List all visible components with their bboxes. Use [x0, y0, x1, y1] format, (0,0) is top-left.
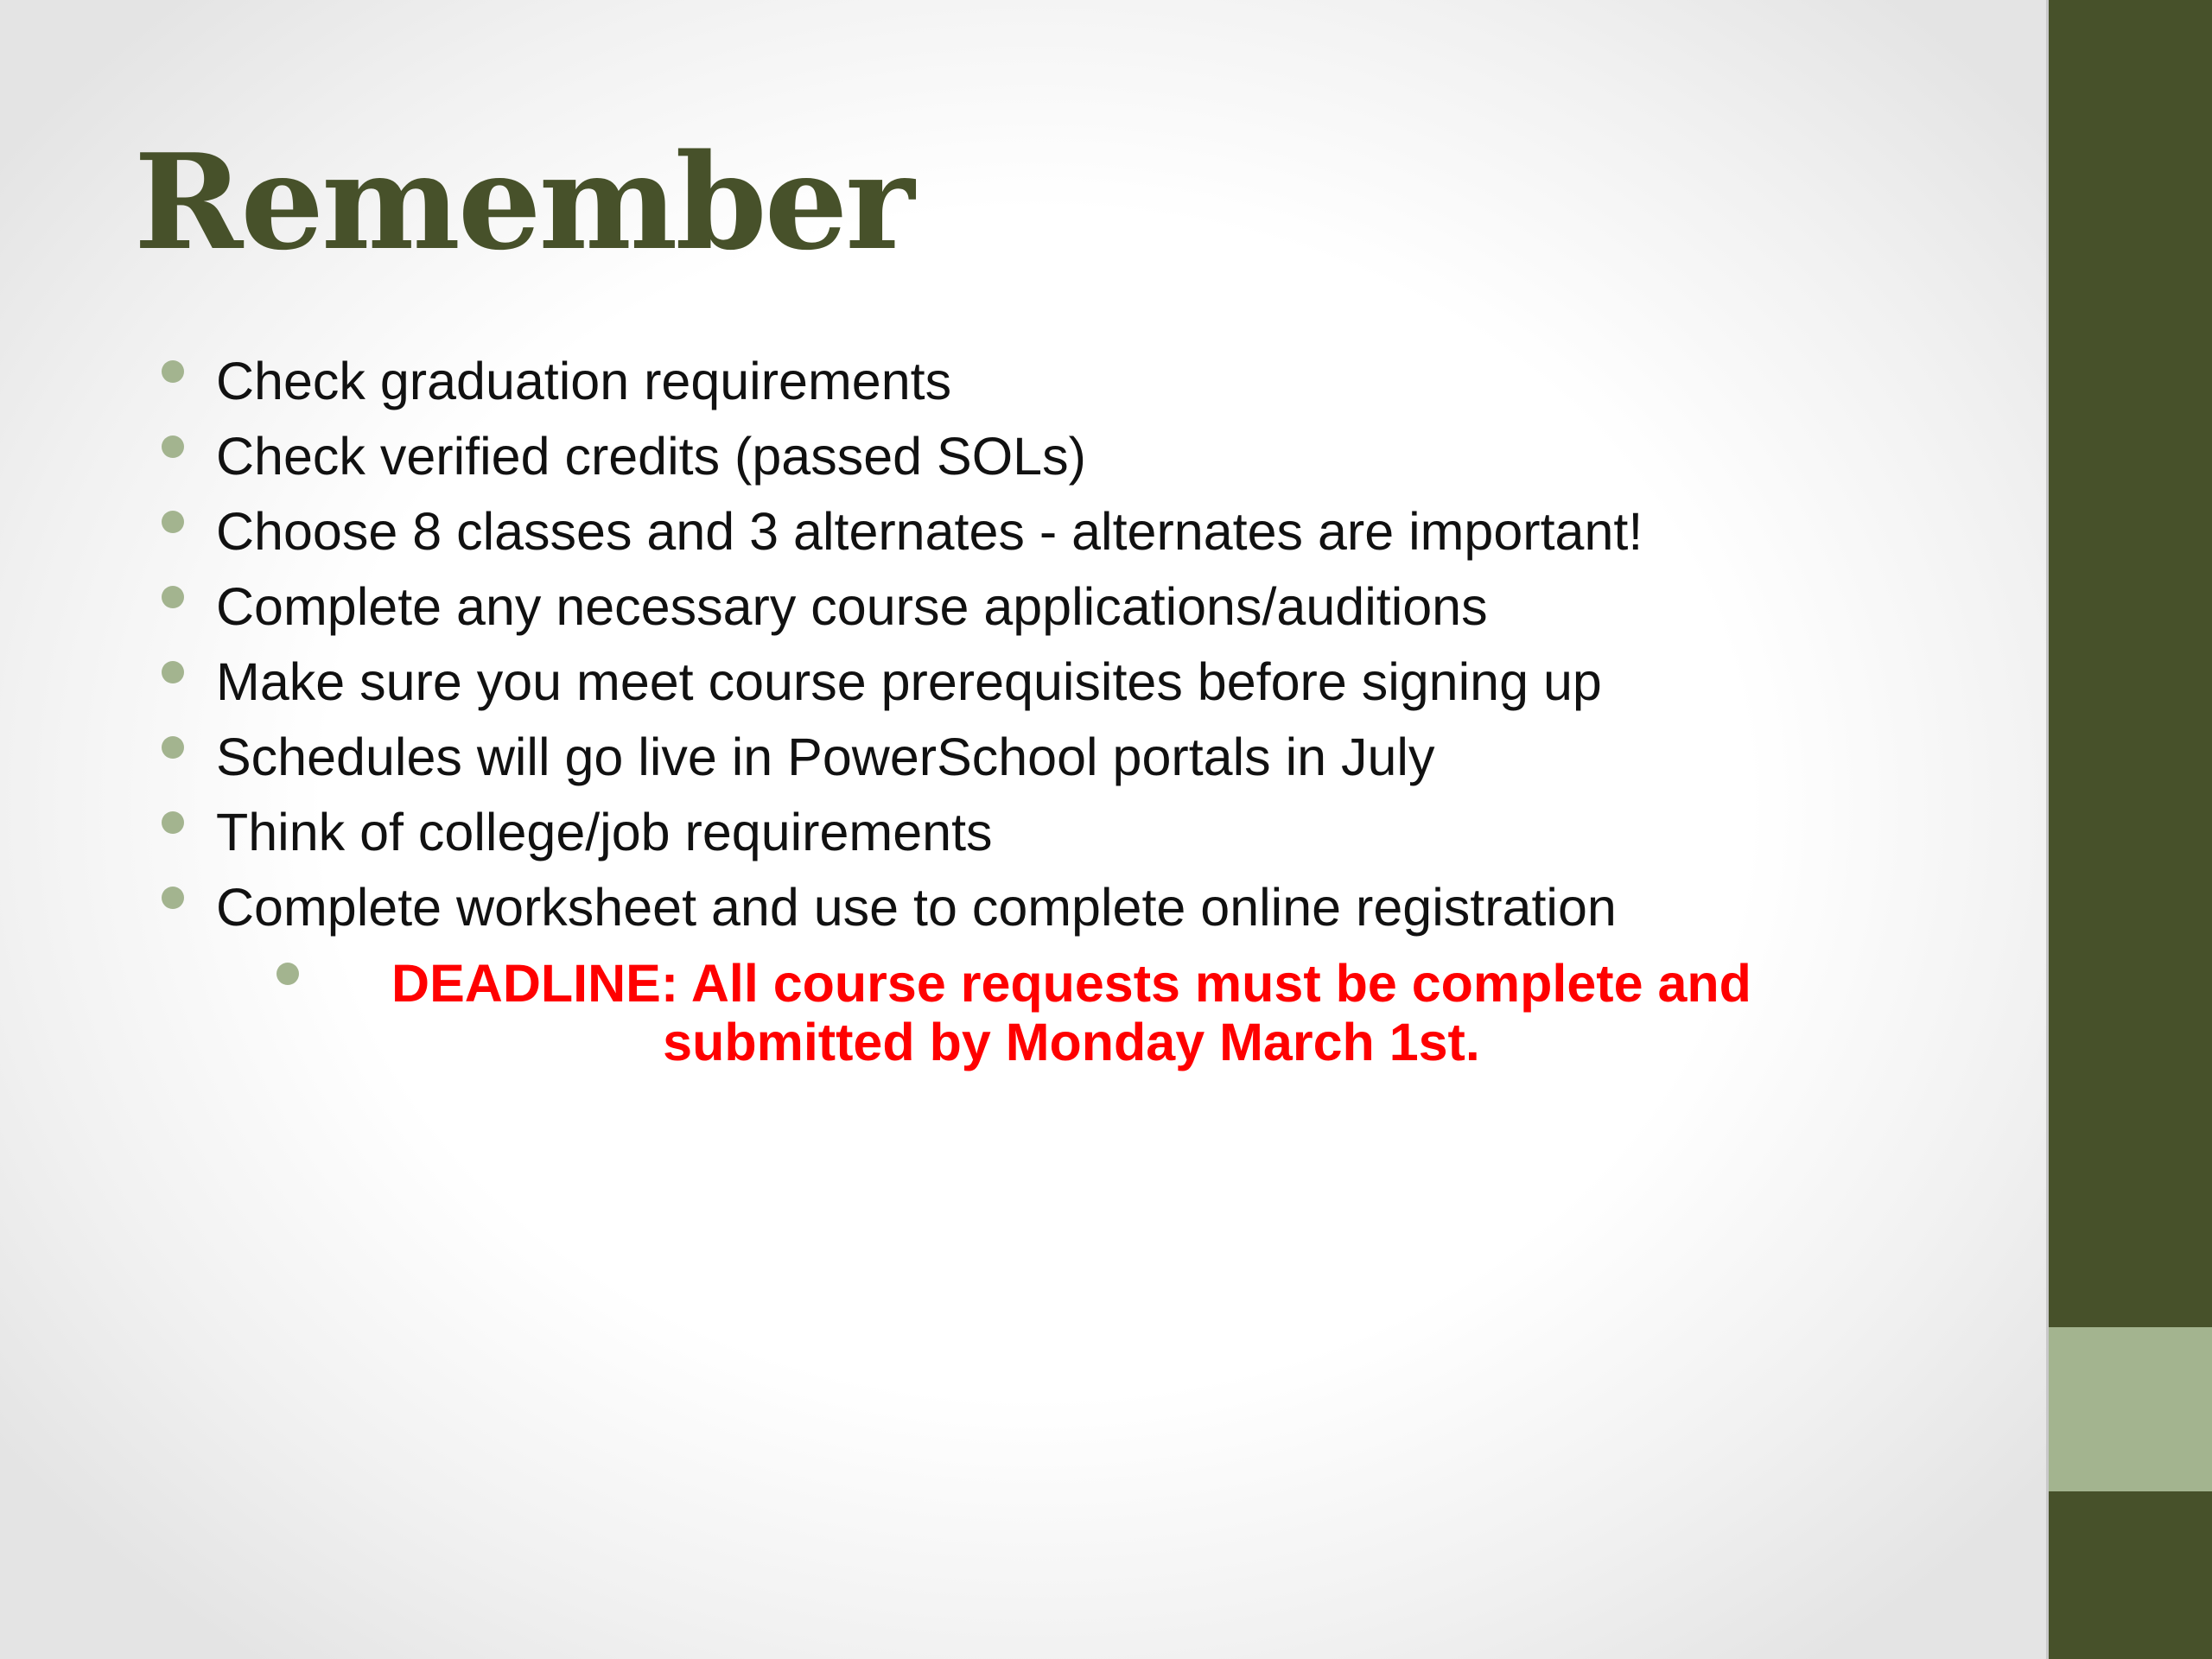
- bullet-dot-icon: [162, 360, 184, 383]
- bullet-list: [216, 344, 2013, 945]
- bullet-dot-icon: [162, 736, 184, 759]
- slide-title: Remember: [134, 124, 912, 279]
- deadline-line-1: DEADLINE: All course requests must be complete and: [391, 954, 1751, 1013]
- bullet-text: Complete worksheet and use to complete online registration: [216, 878, 1617, 937]
- bullet-dot-icon: [276, 963, 299, 985]
- bullet-text: Choose 8 classes and 3 alternates - alternates are important!: [216, 502, 1643, 561]
- bullet-dot-icon: [162, 811, 184, 834]
- bullet-dot-icon: [162, 887, 184, 909]
- bullet-item: [216, 494, 2013, 569]
- side-accent-block: [2049, 1327, 2212, 1491]
- bullet-item: [216, 569, 2013, 645]
- deadline-line-2: submitted by Monday March 1st.: [663, 1013, 1480, 1071]
- deadline-notice: [259, 954, 1884, 1071]
- bullet-text: Think of college/job requirements: [216, 803, 993, 861]
- bullet-item: [216, 419, 2013, 494]
- bullet-text: Make sure you meet course prerequisites before signing up: [216, 652, 1602, 711]
- bullet-text: Check graduation requirements: [216, 352, 952, 410]
- bullet-text: Complete any necessary course applications/auditions: [216, 577, 1488, 636]
- bullet-item: [216, 720, 2013, 795]
- bullet-dot-icon: [162, 586, 184, 608]
- bullet-item: [216, 645, 2013, 720]
- bullet-dot-icon: [162, 435, 184, 458]
- bullet-dot-icon: [162, 661, 184, 683]
- bullet-text: Schedules will go live in PowerSchool portals in July: [216, 728, 1435, 786]
- bullet-item: [216, 344, 2013, 419]
- bullet-dot-icon: [162, 511, 184, 533]
- bullet-item: [216, 870, 2013, 945]
- bullet-text: Check verified credits (passed SOLs): [216, 427, 1086, 486]
- bullet-item: [216, 795, 2013, 870]
